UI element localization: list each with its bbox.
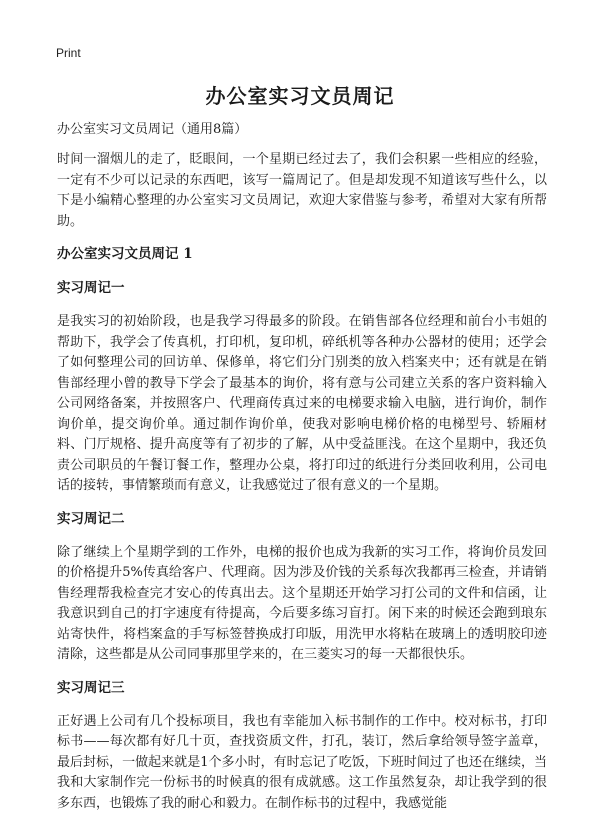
week-2-heading: 实习周记二 [57, 510, 125, 527]
week-1-paragraph: 是我实习的初始阶段，也是我学习得最多的阶段。在销售部各位经理和前台小韦姐的帮助下，我学会了传真机，打印机，复印机，碎纸机等各种办公器材的使用；还学会了如何整理公司的回访单、保修单，将它们分门别类的放入档案夹中；还有就是在销售部经理小曾的教导下学会了最基本的询价，将有意与公司建立关系的客户资料输入公司网络备案，并按照客户、代理商传真过来的电梯要求输入电脑，进行询价，制作询价单，提交询价单。通过制作询价单，使我对影响电梯价格的电梯型号、轿厢材料、门厅规格、提升高度等有了初步的了解，从中受益匪浅。在这个星期中，我还负责公司职员的午餐订餐工作，整理办公桌，将打印过的纸进行分类回收利用，公司电话的接转，事情繁琐而有意义，让我感觉过了很有意义的一个星期。 [57, 314, 547, 493]
week-3-paragraph: 正好遇上公司有几个投标项目，我也有幸能加入标书制作的工作中。校对标书，打印标书——每次都有好几十页，查找资质文件，打孔，装订，然后拿给领导签字盖章，最后封标，一做起来就是1个多小时，有时忘记了吃饭，下班时间过了也还在继续，当我和大家制作完一份标书的时候真的很有成就感。这工作虽然复杂，却让我学到的很多东西，也锻炼了我的耐心和毅力。在制作标书的过程中，我感觉能 [57, 713, 547, 811]
document-subtitle: 办公室实习文员周记（通用8篇） [57, 122, 248, 137]
week-1-heading: 实习周记一 [57, 280, 125, 296]
print-button[interactable]: Print [56, 46, 81, 60]
intro-paragraph: 时间一溜烟儿的走了，眨眼间，一个星期已经过去了，我们会积累一些相应的经验，一定有不少可以记录的东西吧，该写一篇周记了。但是却发现不知道该写些什么，以下是小编精心整理的办公室实习文员周记，欢迎大家借鉴与参考，希望对大家有所帮助。 [57, 152, 547, 229]
section-heading: 办公室实习文员周记 1 [57, 246, 193, 262]
document-body [57, 120, 547, 826]
page-title: 办公室实习文员周记 [205, 84, 395, 108]
week-2-paragraph: 除了继续上个星期学到的工作外，电梯的报价也成为我新的实习工作，将询价员发回的价格提升5%传真给客户、代理商。因为涉及价钱的关系每次我都再三检查，并请销售经理帮我检查完才安心的传真出去。这个星期还开始学习打公司的文件和信函，让我意识到自己的打字速度有待提高，今后要多练习盲打。闲下来的时候还会跑到琅东站寄快件，将档案盒的手写标签替换成打印版，用洗甲水将粘在玻璃上的透明胶印迹清除，这些都是从公司同事那里学来的，在三菱实习的每一天都很快乐。 [57, 544, 547, 662]
week-3-heading: 实习周记三 [57, 679, 125, 696]
